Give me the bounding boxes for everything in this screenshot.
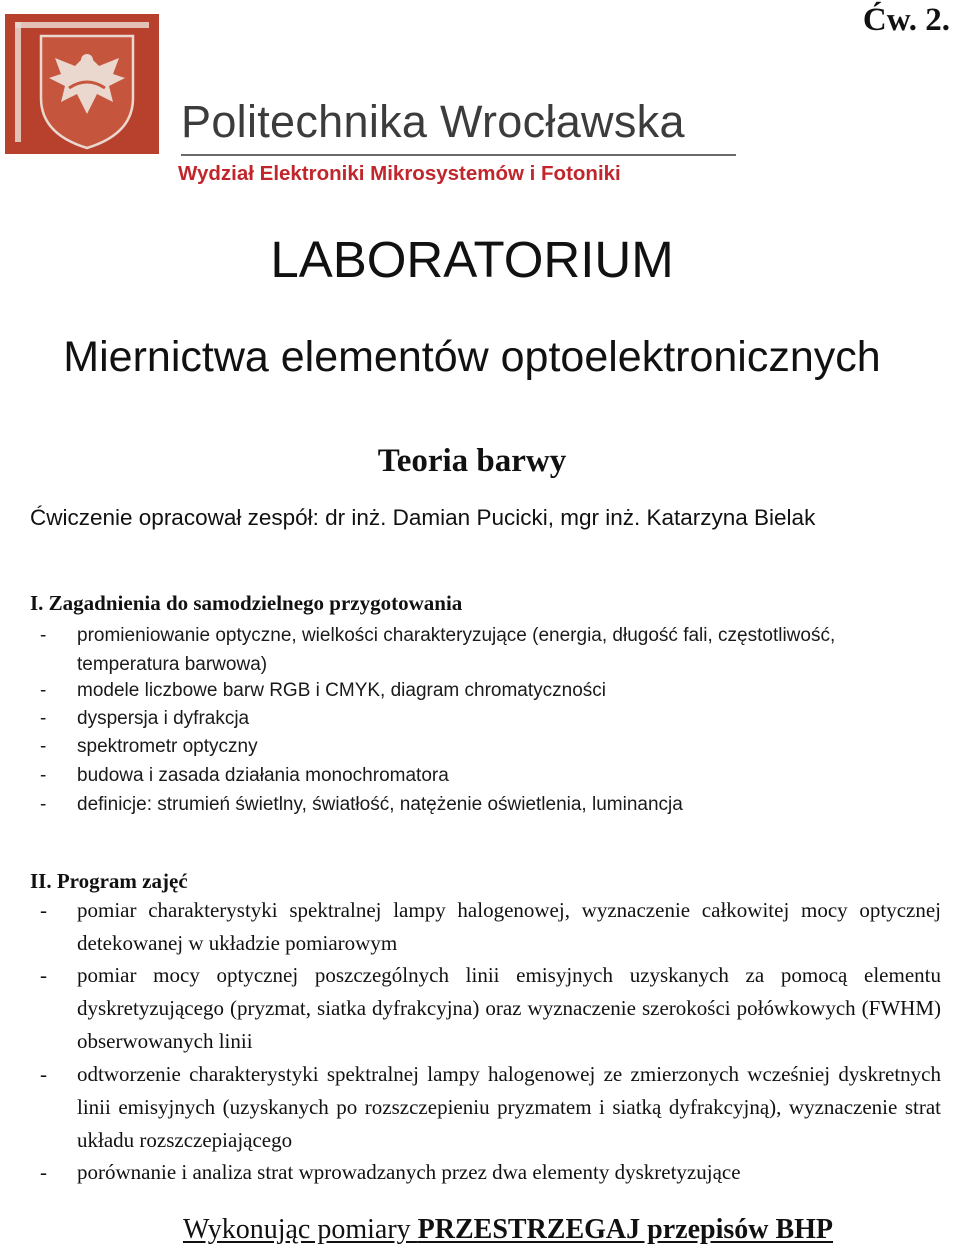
list-item: [30, 791, 942, 820]
list-dash: -: [40, 736, 47, 757]
list-item: [30, 1156, 941, 1189]
list-item-text: promieniowanie optyczne, wielkości charakteryzujące (energia, długość fali, częstotliwość, temperatura barwowa): [77, 625, 836, 675]
faculty-name: Wydział Elektroniki Mikrosystemów i Fotoniki: [178, 162, 621, 185]
list-item-text: pomiar charakterystyki spektralnej lampy halogenowej, wyznaczenie całkowitej mocy optycznej detekowanej w układzie pomiarowym: [77, 898, 941, 955]
list-item-text: definicje: strumień świetlny, światłość, natężenie oświetlenia, luminancja: [77, 794, 683, 815]
authors-line: Ćwiczenie opracował zespół: dr inż. Damian Pucicki, mgr inż. Katarzyna Bielak: [30, 505, 816, 530]
list-item: [30, 705, 942, 734]
list-item-text: modele liczbowe barw RGB i CMYK, diagram chromatyczności: [77, 680, 607, 701]
list-item-text: pomiar mocy optycznej poszczególnych linii emisyjnych uzyskanych za pomocą elementu dyskretyzującego (pryzmat, siatka dyfrakcyjna) oraz wyznaczenie szerokości połówkowych (FWHM) obserwowanych linii: [77, 963, 941, 1053]
university-name: Politechnika Wrocławska: [181, 96, 685, 147]
list-item-text: budowa i zasada działania monochromatora: [77, 765, 449, 786]
list-item: [30, 733, 942, 762]
list-dash: -: [40, 963, 47, 987]
list-item-text: odtworzenie charakterystyki spektralnej lampy halogenowej ze zmierzonych wcześniej dyskretnych linii emisyjnych (uzyskanych po rozszczepieniu pryzmatem i siatką dyfrakcyjną), wyznaczenie strat układu rozszczepiającego: [77, 1062, 941, 1152]
list-dash: -: [40, 625, 47, 646]
lab-title: LABORATORIUM: [270, 231, 674, 288]
safety-notice: [0, 1214, 960, 1246]
list-item: [30, 894, 941, 960]
list-item-text: spektrometr optyczny: [77, 736, 258, 757]
list-item: [30, 1058, 941, 1156]
eagle-emblem-icon: [5, 14, 159, 154]
list-dash: -: [40, 765, 47, 786]
list-item-text: porównanie i analiza strat wprowadzanych przez dwa elementy dyskretyzujące: [77, 1160, 741, 1184]
list-item: [30, 959, 941, 1057]
list-item-text: dyspersja i dyfrakcja: [77, 708, 250, 729]
list-dash: -: [40, 898, 47, 922]
safety-notice-regular: Wykonując pomiary: [182, 1214, 418, 1245]
safety-notice-bold: PRZESTRZEGAJ przepisów BHP: [417, 1214, 834, 1245]
logo-divider: [181, 154, 736, 156]
section-2-heading: II. Program zajęć: [30, 869, 188, 893]
list-dash: -: [40, 708, 47, 729]
exercise-topic: Teoria barwy: [377, 443, 567, 479]
list-dash: -: [40, 794, 47, 815]
list-dash: -: [40, 1160, 47, 1184]
list-item: [30, 622, 942, 679]
exercise-number: Ćw. 2.: [862, 2, 950, 38]
list-dash: -: [40, 1062, 47, 1086]
lab-subtitle: Miernictwa elementów optoelektronicznych: [63, 333, 881, 381]
list-item: [30, 677, 942, 706]
section-1-heading: I. Zagadnienia do samodzielnego przygotowania: [30, 591, 463, 615]
list-item: [30, 762, 942, 791]
list-dash: -: [40, 680, 47, 701]
